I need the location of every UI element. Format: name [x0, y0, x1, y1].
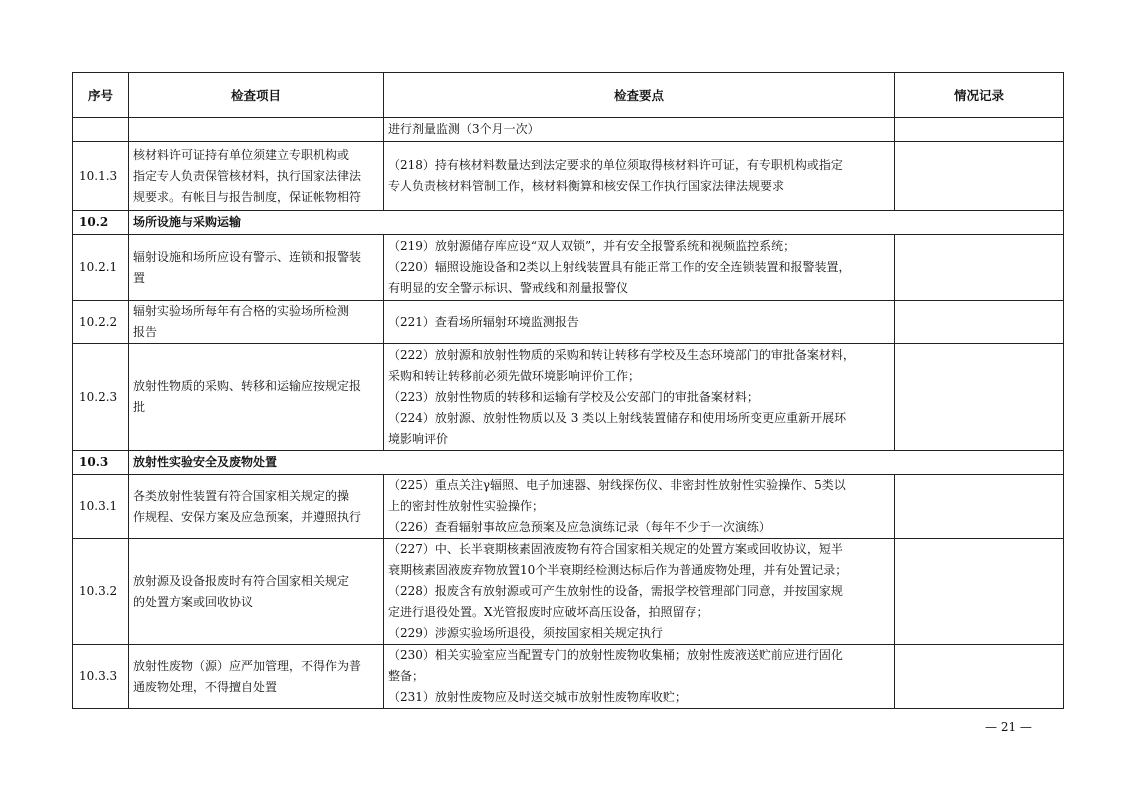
row-number — [73, 539, 129, 645]
item-line: 规要求。有帐目与报告制度，保证帐物相符 — [133, 189, 362, 204]
row-number-text: 10.3.1 — [79, 499, 118, 513]
points-line: （227）中、长半衰期核素固液废物有符合国家相关规定的处置方案或回收协议，短半 — [388, 542, 843, 556]
item-line: 作规程、安保方案及应急预案，并遵照执行 — [133, 509, 362, 524]
table-row — [73, 301, 1064, 344]
points-line: （220）辐照设施设备和2类以上射线装置具有能正常工作的安全连锁装置和报警装置， — [388, 260, 851, 274]
check-item — [129, 301, 384, 344]
row-number — [73, 645, 129, 709]
points-line: 衰期核素固液废弃物放置10个半衰期经检测达标后作为普通废物处理，并有处置记录； — [388, 563, 848, 577]
check-points — [384, 118, 895, 142]
record-cell — [895, 301, 1064, 344]
item-line: 辐射实验场所每年有合格的实验场所检测 — [133, 304, 350, 318]
section-title — [129, 211, 1064, 235]
points-line: （225）重点关注γ辐照、电子加速器、射线探伤仪、非密封性放射性实验操作、5类以 — [388, 478, 846, 492]
points-line: （224）放射源、放射性物质以及 3 类以上射线装置储存和使用场所变更应重新开展环 — [388, 410, 847, 425]
header-no: 序号 — [73, 73, 129, 118]
table-row — [73, 142, 1064, 211]
table-header-row — [73, 73, 1064, 118]
row-number-text: 10.2.2 — [79, 314, 118, 329]
check-item — [129, 118, 384, 142]
points-line: （223）放射性物质的转移和运输有学校及公安部门的审批备案材料； — [388, 389, 759, 404]
points-line: 境影响评价 — [388, 431, 449, 446]
points-line: 专人负责核材料管制工作，核材料衡算和核安保工作执行国家法律法规要求 — [388, 179, 785, 193]
record-cell — [895, 344, 1064, 451]
inspection-table — [72, 72, 1064, 709]
points-line: （219）放射源储存库应设“双人双锁”，并有安全报警系统和视频监控系统； — [388, 239, 796, 253]
row-number — [73, 235, 129, 301]
header-points: 检查要点 — [384, 73, 895, 118]
points-line: （221）查看场所辐射环境监测报告 — [388, 314, 579, 329]
check-item — [129, 235, 384, 301]
row-number — [73, 118, 129, 142]
table-row — [73, 344, 1064, 451]
row-number — [73, 344, 129, 451]
points-line: 采购和转让转移前必须先做环境影响评价工作； — [388, 368, 641, 383]
check-item — [129, 475, 384, 539]
item-line: 放射源及设备报废时有符合国家相关规定 — [133, 573, 350, 588]
points-line: 整备； — [388, 669, 425, 683]
row-number-text: 10.2.3 — [79, 389, 118, 404]
item-line: 放射性实验安全及废物处置 — [133, 455, 278, 469]
row-number — [73, 142, 129, 211]
check-points — [384, 235, 895, 301]
record-cell — [895, 475, 1064, 539]
item-line: 各类放射性装置有符合国家相关规定的操 — [133, 488, 350, 503]
item-line: 辐射设施和场所应设有警示、连锁和报警装 — [133, 249, 362, 264]
check-item — [129, 645, 384, 709]
section-row — [73, 211, 1064, 235]
check-points — [384, 301, 895, 344]
item-line: 置 — [133, 270, 146, 285]
item-line: 批 — [133, 400, 146, 414]
check-points — [384, 539, 895, 645]
record-cell — [895, 118, 1064, 142]
item-line: 核材料许可证持有单位须建立专职机构或 — [133, 147, 350, 162]
record-cell — [895, 539, 1064, 645]
table-row — [73, 539, 1064, 645]
check-item — [129, 142, 384, 211]
table-row — [73, 475, 1064, 539]
page-number: — 21 — — [985, 720, 1032, 734]
table-row — [73, 235, 1064, 301]
points-line: （218）持有核材料数量达到法定要求的单位须取得核材料许可证，有专职机构或指定 — [388, 158, 843, 172]
check-item — [129, 539, 384, 645]
record-cell — [895, 142, 1064, 211]
points-line: （231）放射性废物应及时送交城市放射性废物库收贮； — [388, 690, 687, 704]
points-line: 上的密封性放射性实验操作； — [388, 499, 545, 513]
item-line: 通废物处理，不得擅自处置 — [133, 679, 278, 694]
record-cell — [895, 645, 1064, 709]
table-row — [73, 118, 1064, 142]
points-line: （230）相关实验室应当配置专门的放射性废物收集桶；放射性废液送贮前应进行固化 — [388, 648, 843, 662]
table-body — [73, 118, 1064, 709]
points-line: 有明显的安全警示标识、警戒线和剂量报警仪 — [388, 281, 629, 295]
row-number — [73, 301, 129, 344]
row-number-text: 10.3 — [79, 455, 109, 469]
section-title — [129, 451, 1064, 475]
points-line: （228）报废含有放射源或可产生放射性的设备，需报学校管理部门同意，并按国家规 — [388, 584, 843, 598]
row-number-text: 10.3.3 — [79, 669, 118, 683]
item-line: 放射性物质的采购、转移和运输应按规定报 — [133, 379, 362, 393]
points-line: 定进行退役处置。X光管报废时应破坏高压设备，拍照留存； — [388, 605, 709, 619]
header-record: 情况记录 — [895, 73, 1064, 118]
item-line: 报告 — [133, 325, 158, 339]
row-number — [73, 211, 129, 235]
item-line: 放射性废物（源）应严加管理，不得作为普 — [133, 658, 362, 673]
item-line: 场所设施与采购运输 — [133, 215, 242, 229]
header-item: 检查项目 — [129, 73, 384, 118]
section-row — [73, 451, 1064, 475]
row-number — [73, 475, 129, 539]
points-line: （229）涉源实验场所退役，须按国家相关规定执行 — [388, 626, 663, 640]
row-number — [73, 451, 129, 475]
record-cell — [895, 235, 1064, 301]
check-points — [384, 142, 895, 211]
points-line: 进行剂量监测（3个月一次） — [388, 122, 540, 136]
row-number-text: 10.3.2 — [79, 584, 118, 598]
inspection-table-wrap — [72, 72, 1063, 709]
item-line: 的处置方案或回收协议 — [133, 594, 254, 609]
check-points — [384, 344, 895, 451]
points-line: （226）查看辐射事故应急预案及应急演练记录（每年不少于一次演练） — [388, 520, 771, 534]
item-line: 指定专人负责保管核材料，执行国家法律法 — [133, 168, 362, 183]
row-number-text: 10.1.3 — [79, 168, 118, 183]
row-number-text: 10.2.1 — [79, 260, 118, 274]
check-points — [384, 645, 895, 709]
check-item — [129, 344, 384, 451]
table-row — [73, 645, 1064, 709]
check-points — [384, 475, 895, 539]
row-number-text: 10.2 — [79, 215, 109, 229]
points-line: （222）放射源和放射性物质的采购和转让转移有学校及生态环境部门的审批备案材料， — [388, 347, 855, 362]
